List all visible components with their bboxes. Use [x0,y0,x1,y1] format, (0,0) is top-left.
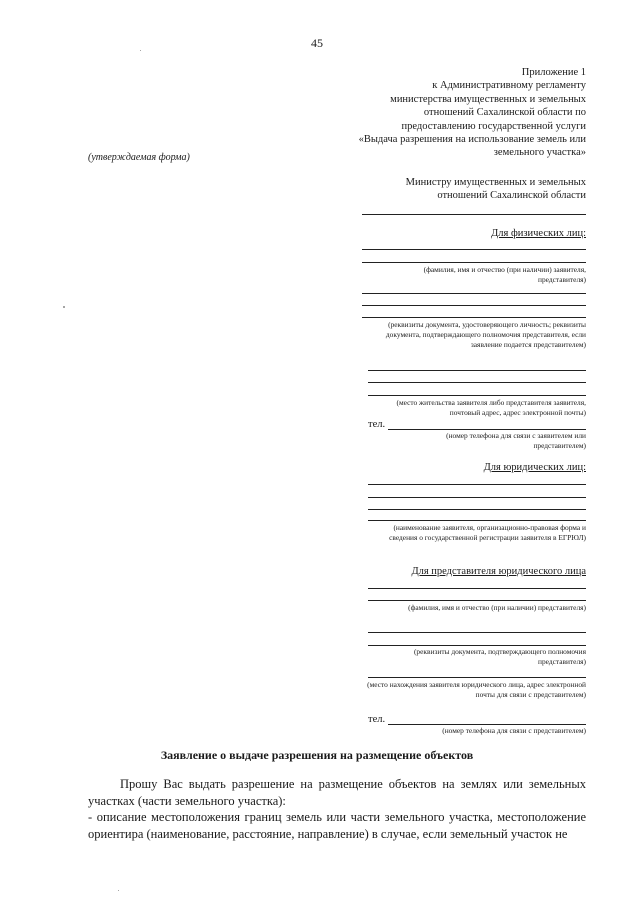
individual-tel-label: тел. [368,419,386,430]
legal-entity-line[interactable] [368,509,586,510]
legal-representative-heading: Для представителя юридического лица [411,566,586,577]
body-paragraph: Прошу Вас выдать разрешение на размещение объектов на землях или земельных участках (части земельного участка): [88,777,586,808]
representative-document-note: (реквизиты документа, подтверждающего полномочия представителя) [413,647,586,666]
scan-speck [140,50,141,51]
individual-document-line[interactable] [362,317,586,318]
representative-tel-line[interactable] [388,724,586,725]
addressee-line: Министру имущественных и земельных [405,177,586,188]
representative-name-note: (фамилия, имя и отчество (при наличии) представителя) [408,603,586,612]
scan-speck [63,306,65,308]
representative-phone-note: (номер телефона для связи с представителем) [442,726,586,735]
individual-address-line[interactable] [368,382,586,383]
appendix-line: Приложение 1 [521,67,586,78]
individuals-heading: Для физических лиц: [491,228,586,239]
individual-name-line[interactable] [362,249,586,250]
representative-document-line[interactable] [368,645,586,646]
application-title: Заявление о выдаче разрешения на размещение объектов [160,748,474,762]
legal-entity-line[interactable] [368,520,586,521]
approved-form-label: (утверждаемая форма) [88,152,190,163]
individual-address-line[interactable] [368,370,586,371]
representative-address-note: (место нахождения заявителя юридического лица, адрес электронной почты для связи с представителем) [367,680,586,699]
individual-document-note: (реквизиты документа, удостоверяющего личность; реквизиты документа, подтверждающего полномочия представителя, если заявление подается представителем) [385,320,586,349]
individual-address-note: (место жительства заявителя либо представителя заявителя, почтовый адрес, адрес электронной почты) [396,398,586,417]
appendix-line: «Выдача разрешения на использование земель или [358,134,586,146]
individual-tel-line[interactable] [388,429,586,430]
page-number: 45 [311,36,323,50]
legal-entities-heading: Для юридических лиц: [483,462,586,473]
representative-tel-label: тел. [368,714,386,725]
appendix-line: предоставлению государственной услуги [401,120,586,132]
addressee [346,176,586,203]
scan-speck [118,890,119,891]
individual-document-line[interactable] [362,293,586,294]
individual-name-note: (фамилия, имя и отчество (при наличии) заявителя, представителя) [423,265,586,284]
addressee-field-line[interactable] [362,214,586,215]
appendix-header [326,66,586,160]
appendix-line: к Административному регламенту [432,80,586,92]
body-paragraph: - описание местоположения границ земель или части земельного участка, местоположение ориентира (наименование, расстояние, направление) в случае, если земельный участок не [88,810,586,841]
individual-name-line[interactable] [362,262,586,263]
legal-entity-note: (наименование заявителя, организационно-правовая форма и сведения о государственной регистрации заявителя в ЕГРЮЛ) [389,523,586,542]
addressee-line: отношений Сахалинской области [437,190,586,202]
appendix-line: земельного участка» [493,147,586,159]
appendix-line: отношений Сахалинской области по [423,107,586,119]
individual-document-line[interactable] [362,305,586,306]
legal-entity-line[interactable] [368,484,586,485]
representative-name-line[interactable] [368,600,586,601]
appendix-line: министерства имущественных и земельных [390,93,586,105]
representative-document-line[interactable] [368,632,586,633]
legal-entity-line[interactable] [368,497,586,498]
representative-address-line[interactable] [368,677,586,678]
individual-phone-note: (номер телефона для связи с заявителем или представителем) [446,431,586,450]
representative-name-line[interactable] [368,588,586,589]
application-body [88,776,586,842]
individual-address-line[interactable] [368,395,586,396]
